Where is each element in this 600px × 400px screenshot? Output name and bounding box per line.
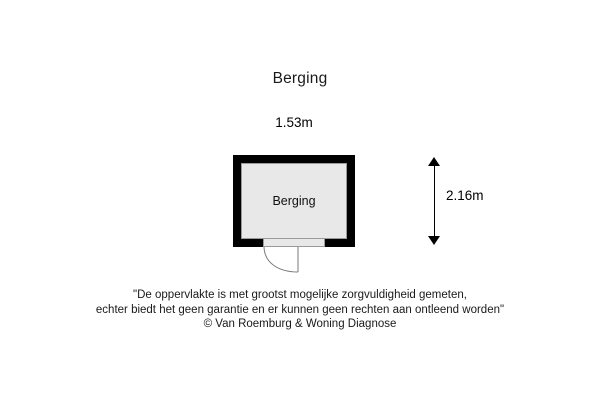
room-label: Berging xyxy=(272,194,316,208)
disclaimer-line-3: © Van Roemburg & Woning Diagnose xyxy=(203,318,397,330)
arrow-down-icon xyxy=(428,236,440,245)
width-dimension-label: 1.53m xyxy=(233,112,355,134)
disclaimer xyxy=(0,288,600,332)
door-symbol xyxy=(258,238,332,274)
door-opening xyxy=(263,238,325,247)
height-dimension-label: 2.16m xyxy=(446,188,484,203)
width-dimension xyxy=(233,112,355,140)
disclaimer-line-1: "De oppervlakte is met grootst mogelijke zorgvuldigheid gemeten, xyxy=(133,289,467,301)
dimension-line xyxy=(434,159,435,243)
height-dimension xyxy=(420,157,484,245)
page-title: Berging xyxy=(272,70,328,87)
disclaimer-line-2: echter biedt het geen garantie en er kunnen geen rechten aan ontleend worden" xyxy=(95,303,505,316)
room-berging xyxy=(233,155,355,247)
